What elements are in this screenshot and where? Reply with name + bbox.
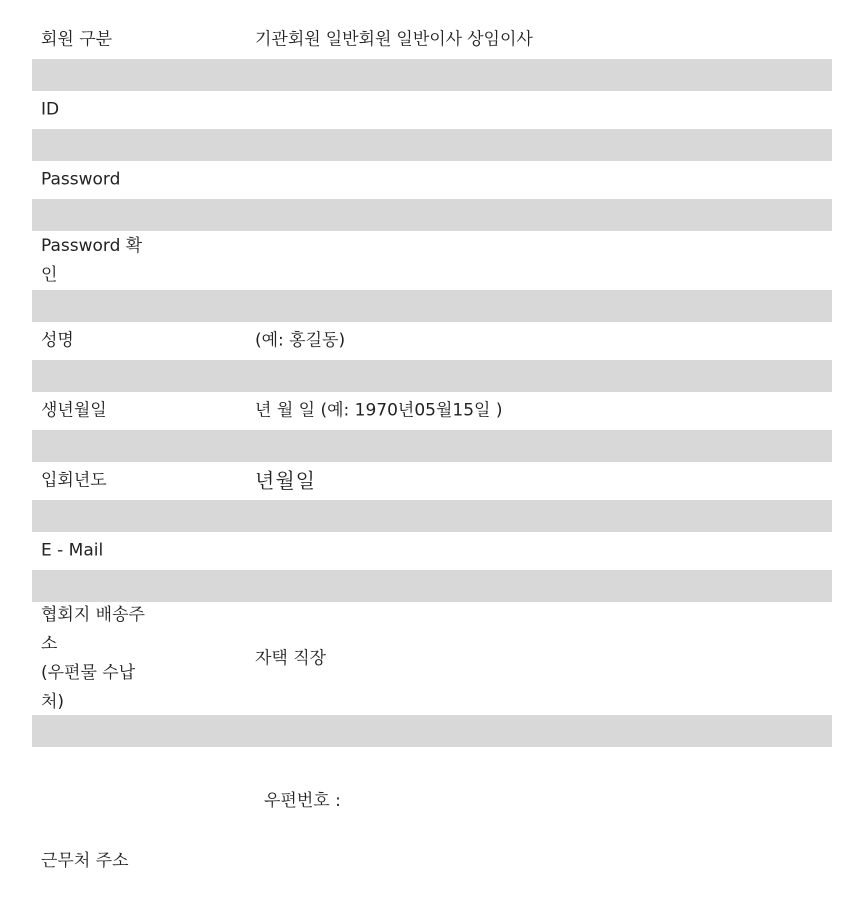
password-confirm-row bbox=[32, 231, 832, 290]
row-separator bbox=[32, 290, 832, 322]
row-separator bbox=[32, 360, 832, 392]
delivery-address-row bbox=[32, 602, 832, 715]
birth-label: 생년월일 bbox=[41, 400, 107, 421]
delivery-options[interactable]: 자택 직장 bbox=[255, 648, 327, 668]
member-type-option[interactable]: 기관회원 bbox=[255, 29, 321, 49]
password-confirm-label-line: Password 확 bbox=[41, 235, 143, 256]
password-confirm-label-line: 인 bbox=[41, 264, 58, 285]
password-label: Password bbox=[41, 169, 121, 190]
join-year-row bbox=[32, 462, 832, 500]
row-separator bbox=[32, 199, 832, 231]
delivery-label-line: (우편물 수납 bbox=[41, 662, 136, 683]
delivery-label-line: 협회지 배송주 bbox=[41, 604, 145, 625]
member-type-label: 회원 구분 bbox=[41, 29, 113, 49]
row-separator bbox=[32, 500, 832, 532]
birth-row bbox=[32, 392, 832, 430]
member-form bbox=[32, 20, 832, 897]
password-row bbox=[32, 161, 832, 199]
delivery-label-line: 소 bbox=[41, 633, 58, 654]
id-label: ID bbox=[41, 99, 60, 120]
email-row bbox=[32, 532, 832, 570]
row-separator bbox=[32, 430, 832, 462]
join-year-label: 입회년도 bbox=[41, 470, 107, 491]
work-address-row bbox=[32, 747, 832, 897]
delivery-label-line: 처) bbox=[41, 691, 65, 712]
row-separator bbox=[32, 570, 832, 602]
name-label: 성명 bbox=[41, 330, 74, 351]
id-row bbox=[32, 91, 832, 129]
delivery-address-label bbox=[41, 601, 171, 717]
row-separator bbox=[32, 129, 832, 161]
email-label: E - Mail bbox=[41, 540, 104, 561]
member-type-options bbox=[255, 25, 538, 54]
member-type-option[interactable]: 일반회원 bbox=[325, 29, 392, 49]
name-hint: (예: 홍길동) bbox=[255, 330, 346, 351]
row-separator bbox=[32, 715, 832, 747]
member-type-option[interactable]: 상임이사 bbox=[467, 29, 533, 49]
name-row bbox=[32, 322, 832, 360]
password-confirm-label bbox=[41, 232, 171, 290]
member-type-row bbox=[32, 20, 832, 59]
work-address-label: 근무처 주소 bbox=[41, 851, 129, 871]
member-type-option[interactable]: 일반이사 bbox=[396, 29, 463, 49]
birth-hint: 년 월 일 (예: 1970년05월15일 ) bbox=[255, 400, 503, 421]
join-year-value: 년월일 bbox=[255, 468, 316, 493]
row-separator bbox=[32, 59, 832, 91]
zip-code-label: 우편번호 : bbox=[264, 791, 341, 811]
